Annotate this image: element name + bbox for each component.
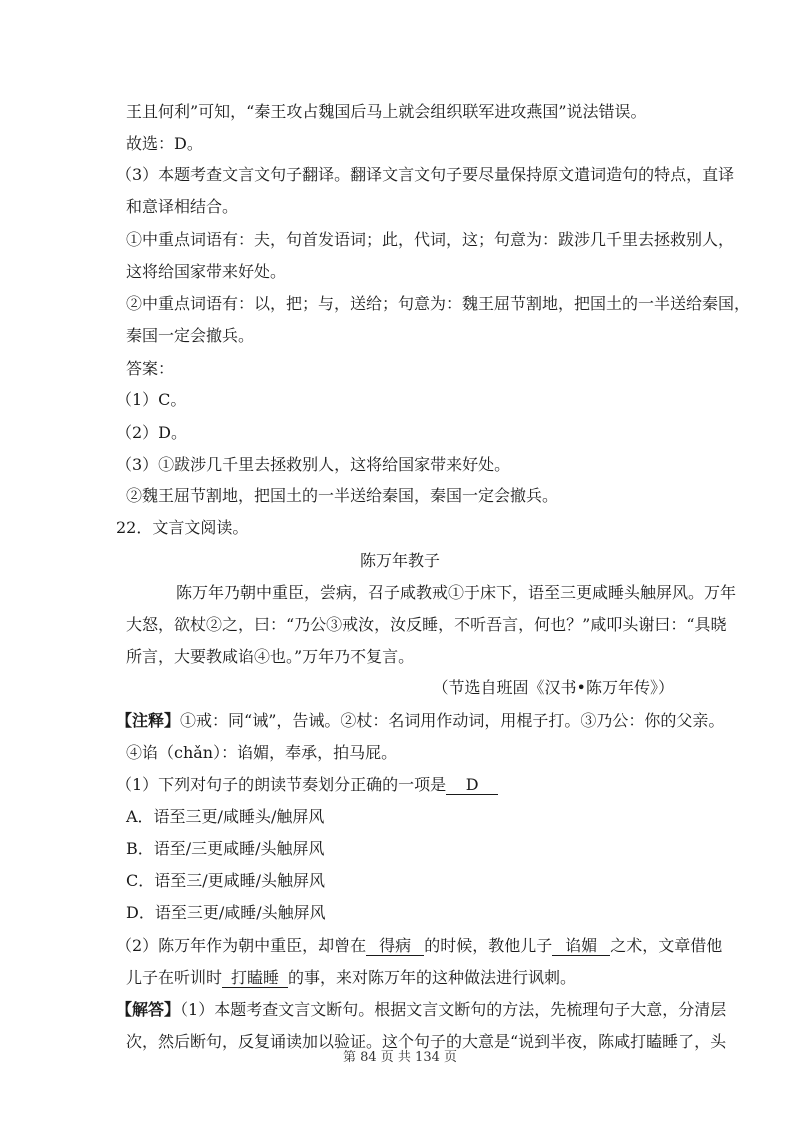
option-a: A．语至三更/咸睡头/触屏风 bbox=[126, 807, 325, 826]
option-d: D．语至三更/咸睡/头触屏风 bbox=[126, 903, 326, 922]
notes-tag: 【注释】 bbox=[116, 711, 181, 730]
answer-text: （1）本题考查文言文断句。根据文言文断句的方法，先梳理句子大意，分清层 bbox=[180, 1000, 727, 1019]
text-line: ①中重点词语有：夫，句首发语词；此，代词，这；句意为：跋涉几千里去拯救别人， bbox=[126, 230, 735, 249]
subquestion-text: （1）下列对句子的朗读节奏划分正确的一项是 bbox=[116, 775, 447, 794]
text-line: （3）①跋涉几千里去拯救别人，这将给国家带来好处。 bbox=[116, 455, 511, 474]
notes-text: ①戒：同“诫”，告诫。②杖：名词用作动词，用棍子打。③乃公：你的父亲。 bbox=[180, 711, 725, 730]
text-line: 王且何利”可知，“秦王攻占魏国后马上就会组织联军进攻燕国”说法错误。 bbox=[126, 102, 647, 121]
answer-line bbox=[116, 1000, 726, 1020]
text-line: 这将给国家带来好处。 bbox=[126, 262, 287, 281]
answer-blank: 得病 bbox=[366, 937, 424, 956]
answer-tag: 【解答】 bbox=[116, 1000, 181, 1019]
text-line: （1）C。 bbox=[116, 390, 187, 409]
subquestion-text: 的事，来对陈万年的这种做法进行讽刺。 bbox=[288, 968, 577, 987]
text-line: 答案： bbox=[126, 359, 175, 378]
text-line: ②魏王屈节割地，把国土的一半送给秦国，秦国一定会撤兵。 bbox=[126, 486, 559, 505]
text-line: ②中重点词语有：以，把；与，送给；句意为：魏王屈节割地，把国土的一半送给秦国， bbox=[126, 294, 751, 313]
answer-blank: D bbox=[446, 776, 498, 795]
notes-line bbox=[116, 711, 724, 731]
subquestion-2-cont bbox=[126, 968, 576, 988]
text-line: 秦国一定会撤兵。 bbox=[126, 326, 255, 345]
subquestion-text: 之术，文章借他 bbox=[610, 936, 723, 955]
option-b: B．语至/三更咸睡/头触屏风 bbox=[126, 839, 325, 858]
text-line: 和意译相结合。 bbox=[126, 197, 239, 216]
answer-line: 次，然后断句，反复诵读加以验证。这个句子的大意是“说到半夜，陈咸打瞌睡了，头 bbox=[126, 1032, 727, 1051]
option-c: C．语至三/更咸睡/头触屏风 bbox=[126, 871, 326, 890]
page-footer: 第 84 页 共 134 页 bbox=[342, 1050, 458, 1065]
passage-source: （节选自班固《汉书•陈万年传》） bbox=[432, 678, 674, 697]
subquestion-text: 的时候，教他儿子 bbox=[424, 936, 553, 955]
passage-line: 所言，大要教咸谄④也。”万年乃不复言。 bbox=[126, 647, 415, 666]
subquestion-1 bbox=[116, 775, 498, 795]
answer-blank: 谄媚 bbox=[552, 937, 610, 956]
subquestion-text: 儿子在听训时 bbox=[126, 968, 223, 987]
subquestion-text: （2）陈万年作为朝中重臣，却曾在 bbox=[116, 936, 367, 955]
notes-line: ④谄（chǎn）：谄媚，奉承，拍马屁。 bbox=[126, 743, 398, 762]
passage-line: 大怒，欲杖②之，曰：“乃公③戒汝，汝反睡，不听吾言，何也？”咸叩头谢曰：“具晓 bbox=[126, 615, 727, 634]
passage-title: 陈万年教子 bbox=[359, 551, 440, 570]
passage-line: 陈万年乃朝中重臣，尝病，召子咸教戒①于床下，语至三更咸睡头触屏风。万年 bbox=[176, 583, 737, 602]
question-number: 22．文言文阅读。 bbox=[116, 518, 249, 537]
answer-blank: 打瞌睡 bbox=[222, 969, 288, 988]
text-line: （2）D。 bbox=[116, 423, 188, 442]
text-line: 故选：D。 bbox=[126, 134, 203, 153]
text-line: （3）本题考查文言文句子翻译。翻译文言文句子要尽量保持原文遣词造句的特点，直译 bbox=[116, 165, 735, 184]
subquestion-2 bbox=[116, 936, 722, 956]
